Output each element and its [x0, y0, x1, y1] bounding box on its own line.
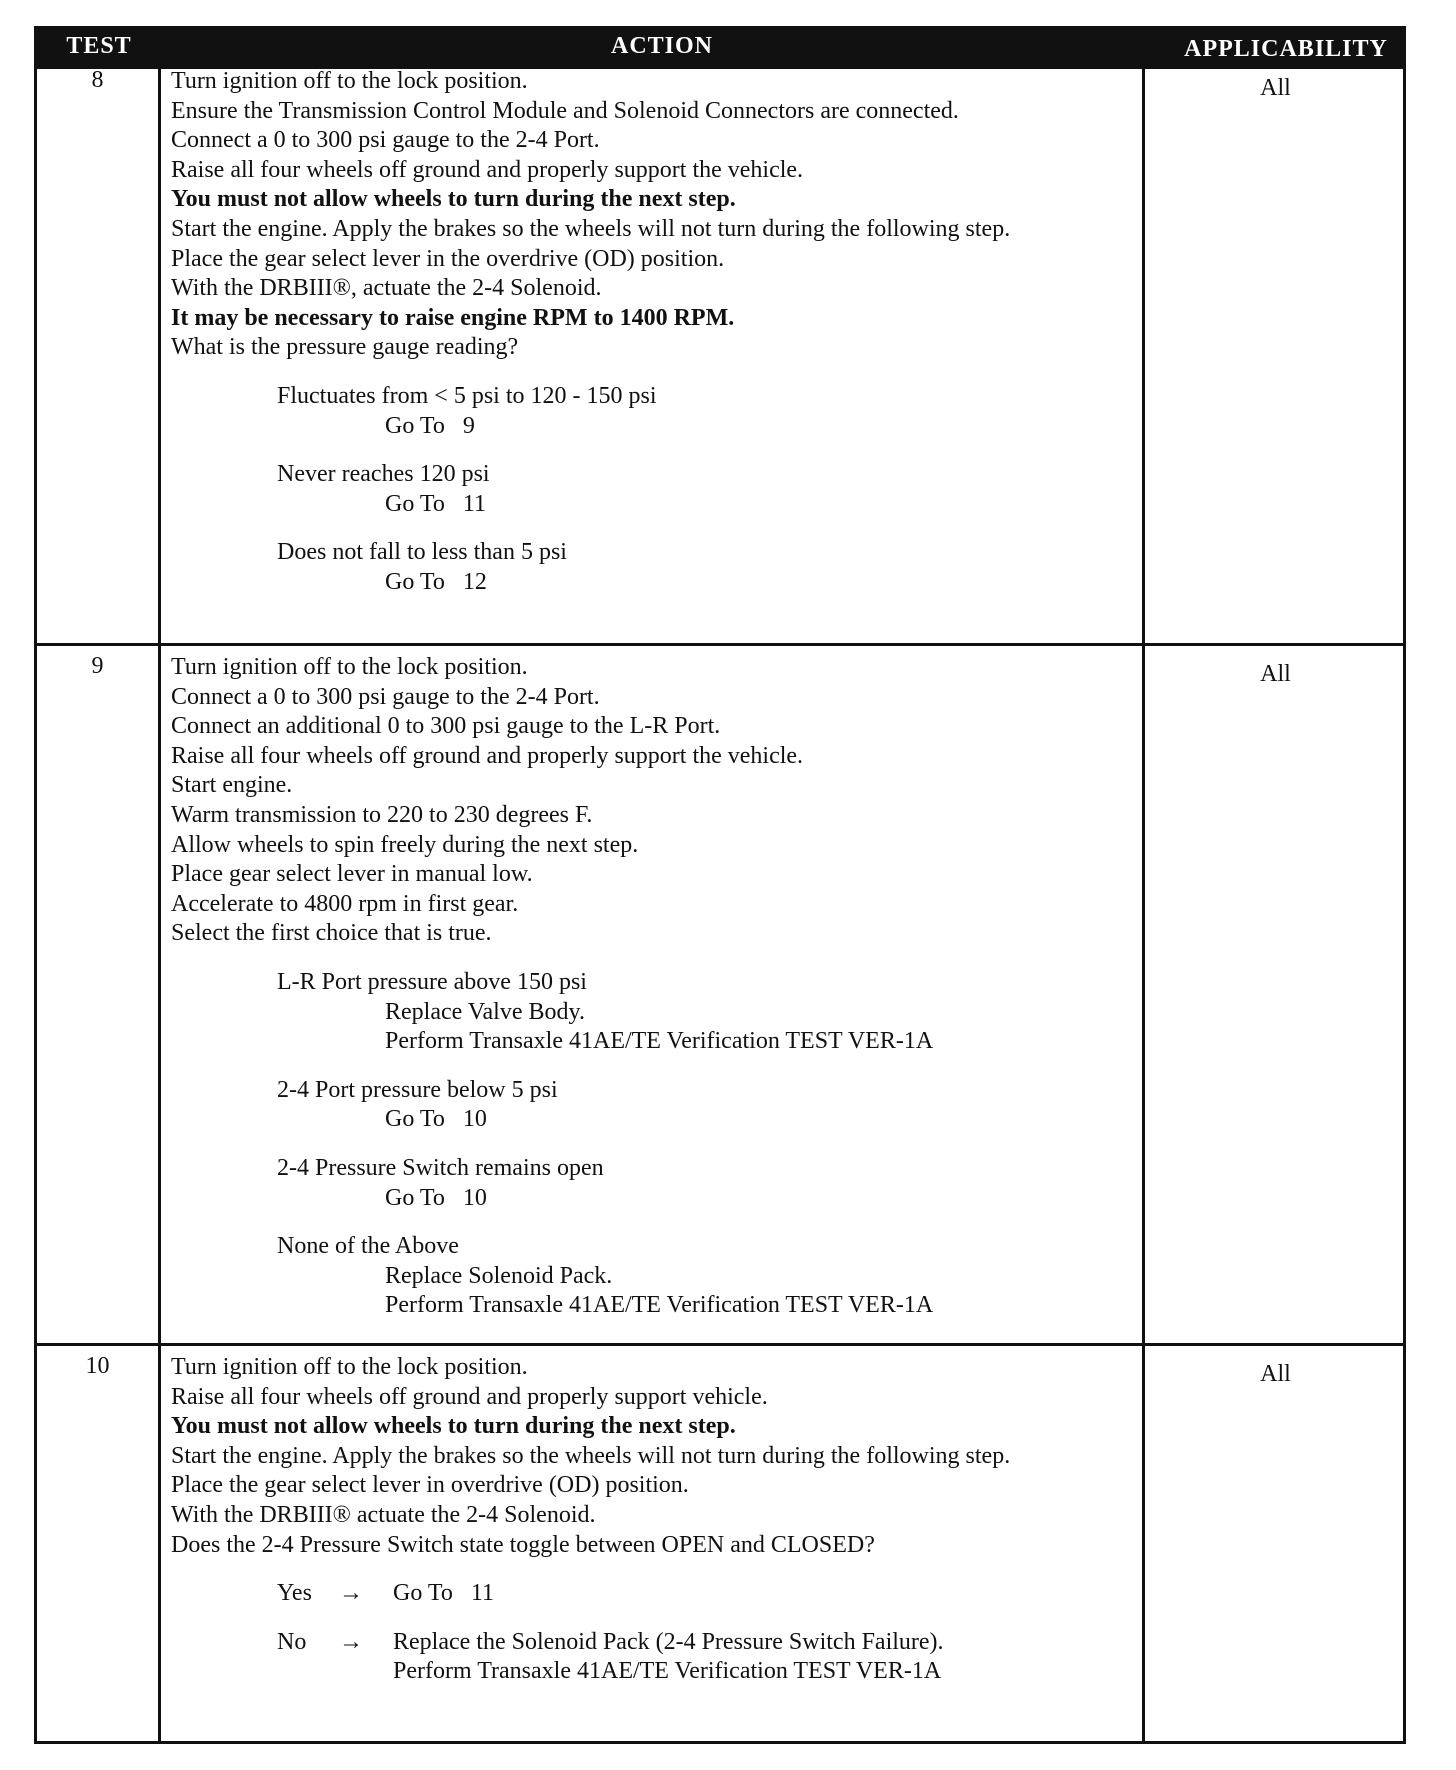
- action-line: Start the engine. Apply the brakes so the wheels will not turn during the following step.: [171, 1442, 1011, 1469]
- test-number: 10: [85, 1353, 110, 1379]
- choice-key: No: [277, 1628, 307, 1655]
- applicability-value: All: [1260, 75, 1291, 101]
- no-choice: [277, 1628, 1139, 1687]
- choice: [277, 968, 1139, 1057]
- action-cell: [171, 67, 1139, 617]
- action-line: Turn ignition off to the lock position.: [171, 654, 528, 680]
- choice: [277, 1232, 1139, 1321]
- warning-line: You must not allow wheels to turn during the next step.: [171, 1413, 736, 1440]
- action-cell: [171, 1353, 1139, 1706]
- action-line: Connect an additional 0 to 300 psi gauge to the L-R Port.: [171, 713, 721, 740]
- choice-result: [393, 1579, 494, 1609]
- action-line: Warm transmission to 220 to 230 degrees F.: [171, 801, 593, 828]
- choice: [277, 1076, 1139, 1135]
- choice-result: Perform Transaxle 41AE/TE Verification TEST VER-1A: [385, 1028, 934, 1055]
- column-divider: [1142, 69, 1145, 1741]
- choice: [277, 538, 1139, 597]
- choices: [171, 382, 1139, 598]
- test-number: 8: [91, 67, 104, 93]
- action-line: Raise all four wheels off ground and properly support vehicle.: [171, 1383, 768, 1410]
- action-line: Raise all four wheels off ground and properly support the vehicle.: [171, 156, 804, 183]
- choice-label: L-R Port pressure above 150 psi: [277, 968, 587, 995]
- row-divider: [37, 643, 1403, 646]
- choice-result: Replace Valve Body.: [385, 998, 585, 1025]
- arrow-icon: →: [339, 1628, 363, 1655]
- applicability-value: All: [1260, 1361, 1291, 1387]
- applicability-value: All: [1260, 661, 1291, 687]
- test-number: 9: [91, 653, 104, 679]
- choice: [277, 1154, 1139, 1213]
- header-action: ACTION: [610, 33, 713, 59]
- choice-result: Go To 9: [385, 412, 475, 439]
- choice-label: 2-4 Pressure Switch remains open: [277, 1154, 604, 1181]
- action-line: Connect a 0 to 300 psi gauge to the 2-4 Port.: [171, 127, 600, 154]
- warning-line: You must not allow wheels to turn during the next step.: [171, 186, 736, 213]
- column-divider: [158, 69, 161, 1741]
- action-line: Select the first choice that is true.: [171, 920, 492, 947]
- yes-no-choices: [171, 1579, 1139, 1687]
- action-line: Start the engine. Apply the brakes so the wheels will not turn during the following step.: [171, 215, 1011, 242]
- choice-result-line: Go To 11: [393, 1580, 494, 1607]
- choice-result: Go To 11: [385, 490, 486, 517]
- action-line: Turn ignition off to the lock position.: [171, 68, 528, 94]
- choice-label: Does not fall to less than 5 psi: [277, 539, 567, 566]
- choice-result: [393, 1628, 944, 1687]
- choice-result: Replace Solenoid Pack.: [385, 1262, 613, 1289]
- action-line: Allow wheels to spin freely during the next step.: [171, 831, 639, 858]
- action-line: Raise all four wheels off ground and properly support the vehicle.: [171, 742, 804, 769]
- choice-label: None of the Above: [277, 1233, 459, 1260]
- yes-choice: [277, 1579, 1139, 1609]
- action-line: Place gear select lever in manual low.: [171, 861, 533, 888]
- action-line: With the DRBIII®, actuate the 2-4 Solenoid.: [171, 275, 602, 302]
- choice-result-line: Replace the Solenoid Pack (2-4 Pressure Switch Failure).: [393, 1628, 944, 1655]
- choice: [277, 382, 1139, 441]
- choice-result: Go To 10: [385, 1106, 487, 1133]
- table-header: [37, 29, 1403, 69]
- choice: [277, 460, 1139, 519]
- action-line: Turn ignition off to the lock position.: [171, 1354, 528, 1380]
- choices: [171, 968, 1139, 1321]
- action-line: Place the gear select lever in overdrive (OD) position.: [171, 1472, 689, 1499]
- arrow-icon: →: [339, 1580, 363, 1607]
- diagnostic-table: [34, 26, 1406, 1744]
- action-line: Start engine.: [171, 772, 293, 799]
- action-line: Ensure the Transmission Control Module and Solenoid Connectors are connected.: [171, 97, 959, 124]
- action-line: With the DRBIII® actuate the 2-4 Solenoid.: [171, 1501, 596, 1528]
- action-line: Does the 2-4 Pressure Switch state toggle between OPEN and CLOSED?: [171, 1531, 875, 1558]
- choice-label: Never reaches 120 psi: [277, 461, 490, 488]
- choice-result-line: Perform Transaxle 41AE/TE Verification TEST VER-1A: [393, 1658, 942, 1685]
- header-applicability: APPLICABILITY: [1184, 36, 1388, 62]
- action-line: Accelerate to 4800 rpm in first gear.: [171, 890, 519, 917]
- action-line: Place the gear select lever in the overdrive (OD) position.: [171, 245, 725, 272]
- choice-result: Perform Transaxle 41AE/TE Verification TEST VER-1A: [385, 1292, 934, 1319]
- header-test: TEST: [66, 33, 132, 59]
- action-line: What is the pressure gauge reading?: [171, 334, 519, 361]
- action-line: Connect a 0 to 300 psi gauge to the 2-4 Port.: [171, 683, 600, 710]
- action-cell: [171, 653, 1139, 1340]
- row-divider: [37, 1343, 1403, 1346]
- choice-label: Fluctuates from < 5 psi to 120 - 150 psi: [277, 382, 657, 409]
- warning-line: It may be necessary to raise engine RPM to 1400 RPM.: [171, 304, 735, 331]
- choice-result: Go To 10: [385, 1184, 487, 1211]
- choice-label: 2-4 Port pressure below 5 psi: [277, 1076, 558, 1103]
- choice-result: Go To 12: [385, 568, 487, 595]
- choice-key: Yes: [277, 1580, 312, 1607]
